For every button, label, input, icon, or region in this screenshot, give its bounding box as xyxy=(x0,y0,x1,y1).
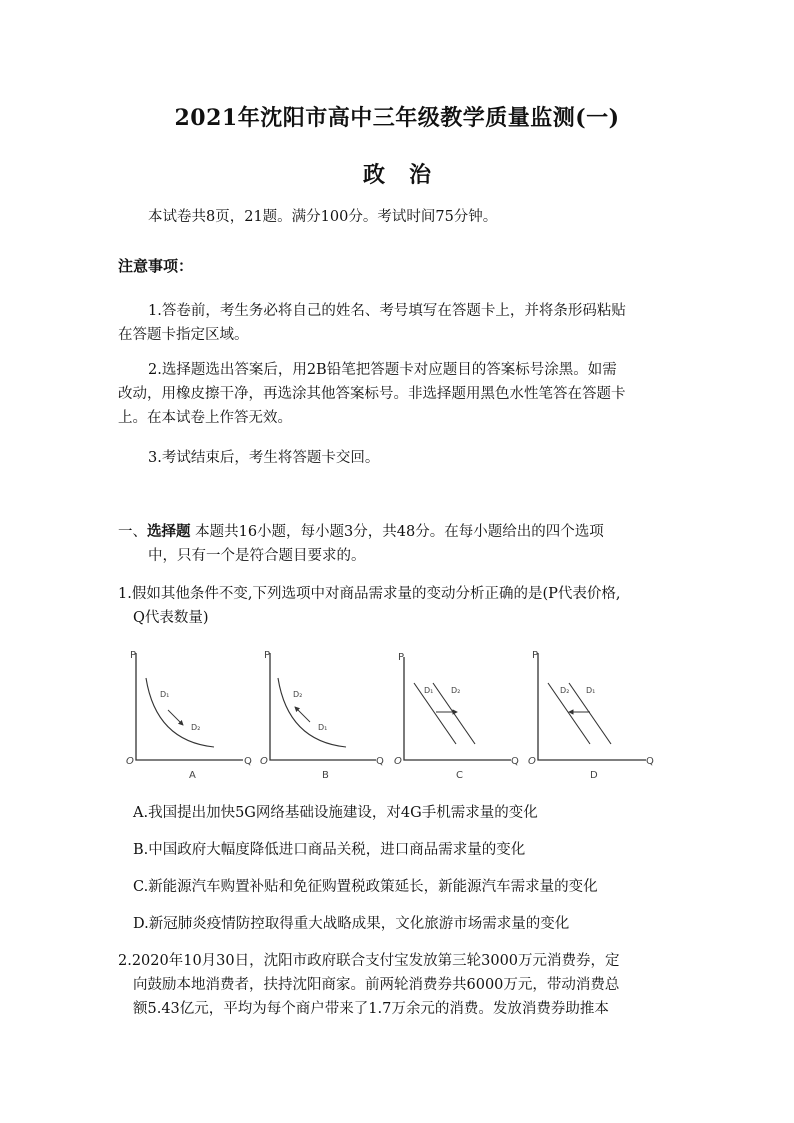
panel-c-axes xyxy=(404,657,511,760)
q1-option-d: D.新冠肺炎疫情防控取得重大战略成果，文化旅游市场需求量的变化 xyxy=(133,916,570,932)
panel-d xyxy=(528,650,654,781)
panel-b-curve-label-1: D₂ xyxy=(293,690,303,699)
notice-item-1-line-2: 在答题卡指定区域。 xyxy=(118,327,249,343)
panel-b-demand-curve xyxy=(278,678,346,747)
section-1-header xyxy=(118,522,604,542)
panel-c-axis-p: P xyxy=(398,652,405,663)
panel-a-axis-q: Q xyxy=(244,756,252,767)
section-1-desc: 本题共16小题，每小题3分，共48分。在每小题给出的四个选项 xyxy=(195,524,604,540)
panel-d-label: D xyxy=(590,770,598,781)
q1-stem-line-1: 1.假如其他条件不变,下列选项中对商品需求量的变动分析正确的是(P代表价格, xyxy=(118,586,621,602)
panel-b-axis-p: P xyxy=(264,650,271,661)
subject-title: 政治 xyxy=(362,162,455,188)
notice-heading: 注意事项： xyxy=(118,257,194,275)
q2-line-1: 2.2020年10月30日，沈阳市政府联合支付宝发放第三轮3000万元消费券，定 xyxy=(118,953,620,969)
notice-item-2-line-2: 改动，用橡皮擦干净，再选涂其他答案标号。非选择题用黑色水性笔答在答题卡 xyxy=(118,386,626,402)
panel-c-axis-q: Q xyxy=(511,756,519,767)
panel-d-origin: O xyxy=(528,756,536,767)
q2-line-2: 向鼓励本地消费者，扶持沈阳商家。前两轮消费券共6000万元，带动消费总 xyxy=(133,977,620,993)
panel-b xyxy=(260,650,384,781)
panel-a-axes xyxy=(136,653,243,760)
page-title: 2021年沈阳市高中三年级教学质量监测(一) xyxy=(174,105,620,131)
panel-c-curve-label-2: D₂ xyxy=(451,686,461,695)
section-1-prefix: 一、 xyxy=(118,524,147,540)
notice-item-2-line-1: 2.选择题选出答案后，用2B铅笔把答题卡对应题目的答案标号涂黑。如需 xyxy=(148,362,617,378)
q1-option-b: B.中国政府大幅度降低进口商品关税，进口商品需求量的变化 xyxy=(133,842,526,858)
panel-d-axis-q: Q xyxy=(646,756,654,767)
panel-a-curve-label-1: D₁ xyxy=(160,690,170,699)
q1-option-a: A.我国提出加快5G网络基础设施建设，对4G手机需求量的变化 xyxy=(133,805,538,821)
q1-stem-line-2: Q代表数量) xyxy=(133,610,209,626)
demand-curve-figure xyxy=(118,643,663,785)
notice-item-3: 3.考试结束后，考生将答题卡交回。 xyxy=(148,450,380,466)
exam-info: 本试卷共8页，21题。满分100分。考试时间75分钟。 xyxy=(148,209,498,225)
panel-a-label: A xyxy=(189,770,196,781)
panel-b-origin: O xyxy=(260,756,268,767)
section-1-desc-2: 中，只有一个是符合题目要求的。 xyxy=(148,548,366,564)
panel-a-movement-arrow xyxy=(168,710,183,725)
panel-b-movement-arrow xyxy=(295,707,310,722)
panel-a-axis-p: P xyxy=(130,650,137,661)
panel-b-label: B xyxy=(322,770,329,781)
q2-line-3: 额5.43亿元，平均为每个商户带来了1.7万余元的消费。发放消费券助推本 xyxy=(133,1001,609,1017)
panel-a-curve-label-2: D₂ xyxy=(191,723,201,732)
panel-b-axis-q: Q xyxy=(376,756,384,767)
q1-option-c: C.新能源汽车购置补贴和免征购置税政策延长，新能源汽车需求量的变化 xyxy=(133,879,598,895)
panel-a-origin: O xyxy=(126,756,134,767)
panel-c xyxy=(394,652,519,781)
panel-c-curve-label-1: D₁ xyxy=(424,686,434,695)
notice-item-1-line-1: 1.答卷前，考生务必将自己的姓名、考号填写在答题卡上，并将条形码粘贴 xyxy=(148,303,626,319)
panel-c-label: C xyxy=(456,770,463,781)
panel-d-axis-p: P xyxy=(532,650,539,661)
panel-d-curve-label-1: D₂ xyxy=(560,686,570,695)
panel-b-curve-label-2: D₁ xyxy=(318,723,328,732)
panel-c-origin: O xyxy=(394,756,402,767)
notice-item-2-line-3: 上。在本试卷上作答无效。 xyxy=(118,410,292,426)
panel-a xyxy=(126,650,252,781)
panel-a-demand-curve xyxy=(146,678,214,747)
panel-c-demand-curve-1 xyxy=(414,683,456,744)
panel-d-curve-label-2: D₁ xyxy=(586,686,596,695)
panel-d-axes xyxy=(538,653,646,760)
section-1-label: 选择题 xyxy=(147,523,191,540)
